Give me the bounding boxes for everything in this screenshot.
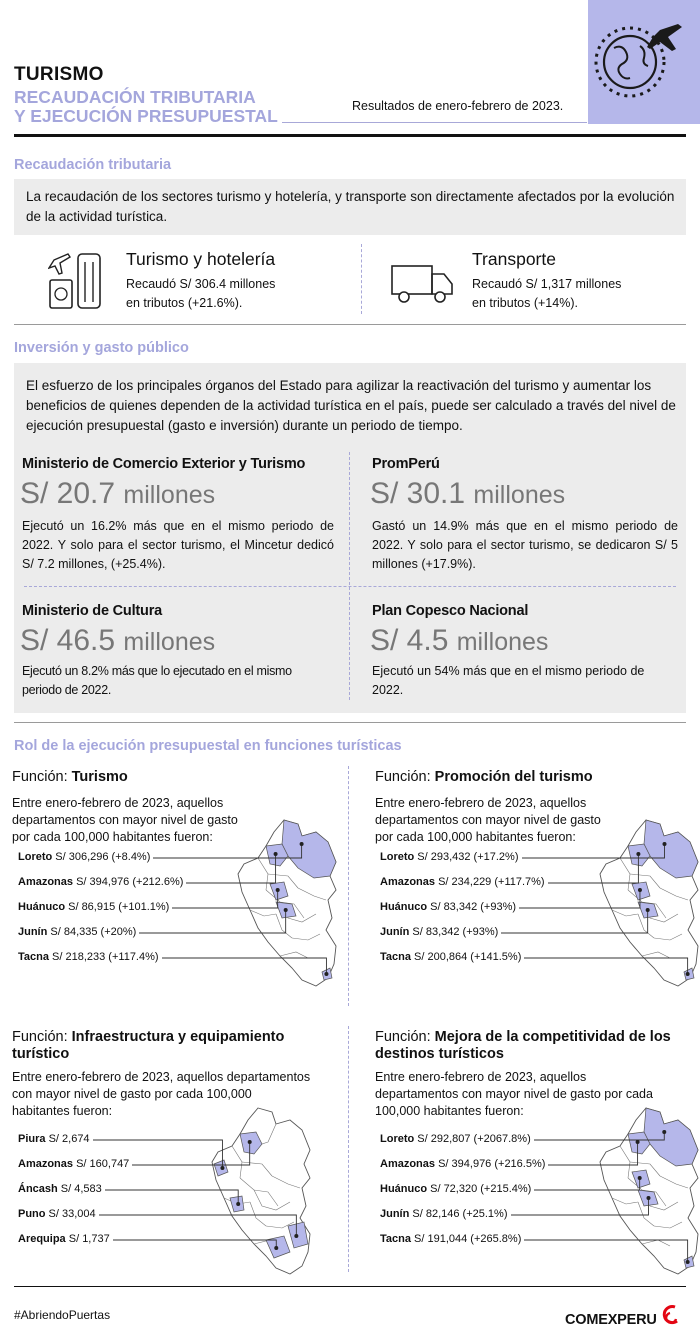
amount-unit: millones: [123, 481, 216, 509]
map-leader-line: [136, 907, 289, 936]
leader-dot: [274, 852, 278, 856]
dept-name: Piura: [18, 1133, 46, 1145]
footer-hashtag: #AbriendoPuertas: [14, 1308, 111, 1322]
rol-v-separator-top: [348, 766, 349, 1006]
map-label-item: [380, 1158, 545, 1170]
dept-value: S/ 191,044 (+265.8%): [410, 1233, 522, 1245]
leader-dot: [636, 852, 640, 856]
function-title-promocion: [375, 769, 593, 786]
dept-value: S/ 2,674: [45, 1133, 90, 1145]
map-label-item: [18, 1158, 129, 1170]
entity-amount-mincetur: [20, 478, 215, 511]
leader-dot: [276, 888, 280, 892]
transporte-line1: Recaudó S/ 1,317 millones: [472, 277, 622, 291]
function-prefix: Función:: [12, 769, 72, 785]
amount-value: S/ 4.5: [370, 624, 449, 657]
rol-v-separator-bottom: [348, 1026, 349, 1272]
map-label-item: [18, 951, 159, 963]
leader-polyline: [534, 1178, 640, 1190]
page-subtitle-line1: RECAUDACIÓN TRIBUTARIA: [14, 87, 256, 107]
entity-name-copesco: Plan Copesco Nacional: [372, 603, 529, 619]
footer-divider: [14, 1286, 686, 1287]
function-prefix: Función:: [375, 1029, 435, 1045]
entity-name-cultura: Ministerio de Cultura: [22, 603, 163, 619]
truck-icon: [390, 262, 456, 309]
map-leader-line: [498, 907, 651, 936]
function-desc-competitividad: Entre enero-febrero de 2023, aquellos departamentos con mayor nivel de gasto por cada 100,000 habitantes fueron:: [375, 1070, 653, 1118]
amount-value: S/ 30.1: [370, 477, 466, 510]
map-label-item: [380, 901, 516, 913]
leader-dot: [646, 1196, 650, 1200]
dept-name: Huánuco: [380, 1183, 428, 1195]
section-divider: [14, 324, 686, 325]
function-prefix: Función:: [375, 769, 435, 785]
leader-polyline: [524, 958, 688, 974]
dept-value: S/ 33,004: [45, 1208, 96, 1220]
map-leader-line: [96, 1212, 299, 1239]
map-label-item: [18, 851, 150, 863]
dept-name: Junín: [380, 926, 410, 938]
dept-name: Huánuco: [18, 901, 66, 913]
dept-value: S/ 200,864 (+141.5%): [410, 951, 522, 963]
map-label-item: [380, 851, 519, 863]
dept-name: Amazonas: [380, 876, 436, 888]
leader-dot: [636, 1140, 640, 1144]
leader-dot: [662, 1130, 666, 1134]
function-desc-promocion: Entre enero-febrero de 2023, aquellos departamentos con mayor nivel de gasto por cada 100,000 habitantes fueron:: [375, 796, 601, 844]
leader-polyline: [139, 910, 286, 933]
dept-value: S/ 293,432 (+17.2%): [414, 851, 519, 863]
function-prefix: Función:: [12, 1029, 72, 1045]
dept-name: Tacna: [380, 1233, 411, 1245]
map-leader-line: [508, 1195, 652, 1218]
turismo-hoteleria-line1: Recaudó S/ 306.4 millones: [126, 277, 276, 291]
amount-value: S/ 46.5: [20, 624, 116, 657]
entity-name-promperu: PromPerú: [372, 456, 440, 472]
map-label-item: [18, 1133, 90, 1145]
leader-dot: [638, 1176, 642, 1180]
function-title-turismo: [12, 769, 128, 786]
dept-value: S/ 218,233 (+117.4%): [48, 951, 159, 963]
dept-value: S/ 82,146 (+25.1%): [409, 1208, 508, 1220]
dept-name: Loreto: [380, 851, 415, 863]
map-label-item: [18, 1183, 102, 1195]
leader-dot: [294, 1234, 298, 1238]
inversion-h-separator: [24, 586, 676, 587]
leader-polyline: [548, 1142, 638, 1165]
function-title-competitividad: [375, 1029, 680, 1063]
leader-dot: [686, 1260, 690, 1264]
dept-value: S/ 292,807 (+2067.8%): [414, 1133, 531, 1145]
function-name: Turismo: [71, 769, 128, 785]
function-desc-turismo: Entre enero-febrero de 2023, aquellos departamentos con mayor nivel de gasto por cada 100,000 habitantes fueron:: [12, 796, 238, 844]
dept-name: Junín: [380, 1208, 410, 1220]
transporte-text: [472, 275, 621, 313]
leader-polyline: [524, 1240, 688, 1262]
dept-name: Loreto: [18, 851, 53, 863]
luggage-icon: [48, 250, 108, 317]
map-label-item: [18, 1233, 110, 1245]
dept-name: Amazonas: [18, 1158, 74, 1170]
leader-polyline: [99, 1215, 296, 1236]
leader-dot: [686, 972, 690, 976]
comexperu-logo: [565, 1304, 681, 1330]
section-title-inversion: Inversión y gasto público: [14, 340, 189, 356]
map-leader-line: [159, 955, 329, 977]
amount-unit: millones: [473, 481, 566, 509]
leader-dot: [638, 888, 642, 892]
logo-icon: [661, 1304, 681, 1330]
function-name: Promoción del turismo: [434, 769, 593, 785]
map-label-item: [380, 1183, 531, 1195]
map-label-item: [380, 951, 521, 963]
entity-name-mincetur: Ministerio de Comercio Exterior y Turismo: [22, 456, 306, 472]
map-leader-line: [129, 1139, 253, 1168]
header-illustration: [588, 0, 700, 124]
map-label-item: [380, 926, 498, 938]
dept-value: S/ 160,747: [73, 1158, 130, 1170]
turismo-hoteleria-text: [126, 275, 275, 313]
transporte-line2: en tributos (+14%).: [472, 296, 578, 310]
leader-polyline: [113, 1240, 276, 1248]
dept-name: Áncash: [18, 1183, 58, 1195]
leader-dot: [662, 842, 666, 846]
leader-polyline: [519, 890, 640, 908]
dept-value: S/ 72,320 (+215.4%): [427, 1183, 532, 1195]
entity-amount-cultura: [20, 625, 215, 658]
section-divider: [14, 722, 686, 723]
map-label-item: [18, 1208, 96, 1220]
map-label-item: [380, 1233, 521, 1245]
turismo-hoteleria-line2: en tributos (+21.6%).: [126, 296, 243, 310]
map-leader-line: [521, 955, 691, 977]
leader-dot: [300, 842, 304, 846]
function-title-infraestructura: [12, 1029, 332, 1063]
leader-polyline: [132, 1142, 250, 1165]
entity-desc-promperu: Gastó un 14.9% más que en el mismo periodo de 2022. Y solo para el sector turismo, se dedicaron S/ 5 millones (+17.9%).: [372, 519, 678, 571]
function-name: Mejora de la competitividad de los destinos turísticos: [375, 1029, 671, 1062]
recaudacion-separator: [361, 244, 362, 314]
amount-value: S/ 20.7: [20, 477, 116, 510]
dept-name: Amazonas: [380, 1158, 436, 1170]
turismo-hoteleria-label: Turismo y hotelería: [126, 249, 276, 269]
dept-value: S/ 394,976 (+212.6%): [73, 876, 184, 888]
leader-polyline: [186, 854, 276, 883]
amount-unit: millones: [456, 628, 549, 656]
section-title-rol: Rol de la ejecución presupuestal en funciones turísticas: [14, 738, 402, 754]
page-subtitle: [14, 88, 278, 126]
header-accent-line: [282, 122, 587, 123]
leader-polyline: [162, 958, 326, 974]
map-leader-line: [545, 1139, 641, 1168]
page-subtitle-line2: Y EJECUCIÓN PRESUPUESTAL: [14, 106, 278, 126]
period-note: Resultados de enero-febrero de 2023.: [352, 99, 564, 113]
leader-polyline: [548, 854, 638, 883]
leader-polyline: [511, 1198, 649, 1215]
dept-value: S/ 86,915 (+101.1%): [65, 901, 170, 913]
dept-value: S/ 84,335 (+20%): [47, 926, 137, 938]
function-name: Infraestructura y equipamiento turístico: [12, 1029, 285, 1062]
dept-name: Puno: [18, 1208, 46, 1220]
leader-polyline: [501, 910, 648, 933]
map-leader-line: [183, 851, 279, 886]
dept-value: S/ 234,229 (+117.7%): [435, 876, 545, 888]
leader-polyline: [172, 890, 278, 908]
header-divider: [14, 134, 686, 137]
recaudacion-intro: La recaudación de los sectores turismo y hotelería, y transporte son directamente afectados por la evolución de la actividad turística.: [26, 189, 675, 224]
entity-desc-cultura: Ejecutó un 8.2% más que lo ejecutado en el mismo periodo de 2022.: [22, 664, 292, 697]
dept-name: Tacna: [380, 951, 411, 963]
map-label-item: [380, 1133, 531, 1145]
leader-dot: [284, 908, 288, 912]
inversion-v-separator: [349, 452, 350, 700]
map-leader-line: [531, 1175, 643, 1193]
map-leader-line: [102, 1187, 241, 1207]
dept-value: S/ 83,342 (+93%): [427, 901, 517, 913]
map-leader-line: [521, 1237, 691, 1265]
dept-value: S/ 83,342 (+93%): [409, 926, 499, 938]
dept-name: Arequipa: [18, 1233, 66, 1245]
map-label-item: [18, 876, 183, 888]
leader-dot: [324, 972, 328, 976]
dept-name: Huánuco: [380, 901, 428, 913]
dept-value: S/ 1,737: [65, 1233, 110, 1245]
inversion-intro: El esfuerzo de los principales órganos del Estado para agilizar la reactivación del turismo y aumentar los beneficios de quienes dependen de la actividad turística en el país, puede ser calculado a través del nivel de ejecución presupuestal (gasto e inversión) durante un periodo de tiempo.: [26, 378, 676, 433]
entity-amount-promperu: [370, 478, 565, 511]
dept-name: Junín: [18, 926, 48, 938]
leader-dot: [274, 1246, 278, 1250]
dept-value: S/ 306,296 (+8.4%): [52, 851, 151, 863]
dept-name: Tacna: [18, 951, 49, 963]
map-label-item: [380, 1208, 508, 1220]
map-label-item: [18, 926, 136, 938]
entity-desc-copesco: Ejecutó un 54% más que en el mismo periodo de 2022.: [372, 664, 645, 697]
logo-text: COMEXPERU: [565, 1312, 657, 1328]
leader-dot: [248, 1140, 252, 1144]
function-desc-infraestructura: Entre enero-febrero de 2023, aquellos departamentos con mayor nivel de gasto por cada 100,000 habitantes fueron:: [12, 1070, 311, 1118]
leader-dot: [236, 1202, 240, 1206]
dept-value: S/ 394,976 (+216.5%): [435, 1158, 546, 1170]
map-leader-line: [110, 1237, 279, 1251]
dept-name: Loreto: [380, 1133, 415, 1145]
leader-polyline: [105, 1190, 238, 1204]
entity-amount-copesco: [370, 625, 548, 658]
entity-desc-mincetur: Ejecutó un 16.2% más que en el mismo periodo de 2022. Y solo para el sector turismo, el Mincetur dedicó S/ 7.2 millones, (+25.4%).: [22, 519, 334, 571]
transporte-label: Transporte: [472, 249, 556, 269]
globe-plane-icon: [588, 0, 700, 124]
amount-unit: millones: [123, 628, 216, 656]
leader-dot: [646, 908, 650, 912]
map-leader-line: [545, 851, 641, 886]
section-title-recaudacion: Recaudación tributaria: [14, 157, 172, 173]
dept-value: S/ 4,583: [57, 1183, 102, 1195]
recaudacion-intro-box: [14, 179, 686, 235]
dept-name: Amazonas: [18, 876, 74, 888]
page-title: TURISMO: [14, 64, 104, 85]
